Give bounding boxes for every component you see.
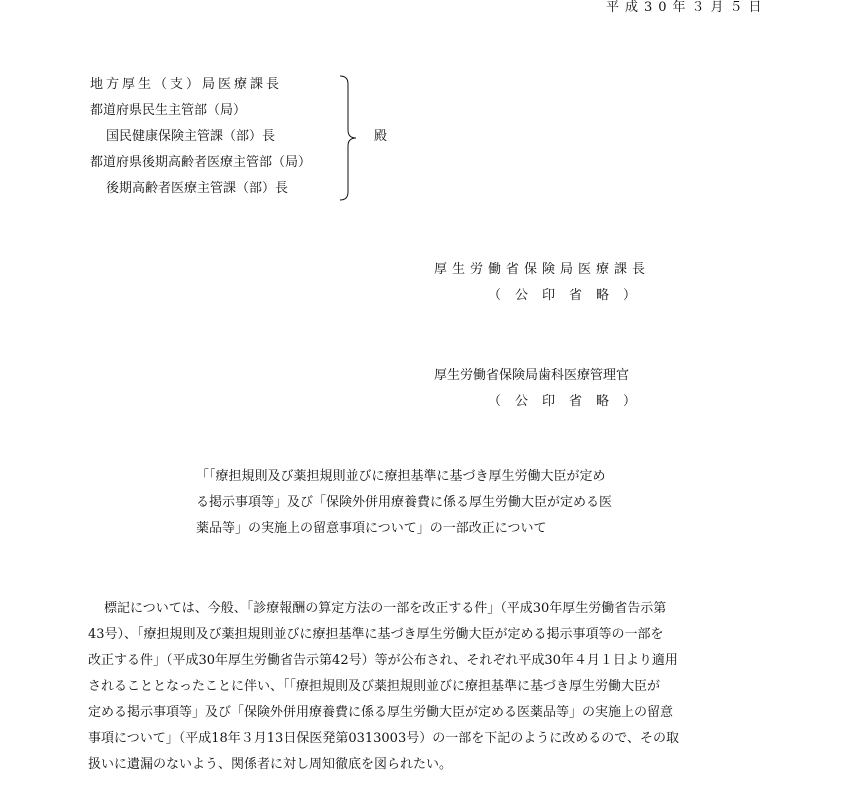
body-line: されることとなったことに伴い、「「療担規則及び薬担規則並びに療担基準に基づき厚生労働大臣が	[88, 679, 661, 694]
addressee-line: 都道府県後期高齢者医療主管部（局）	[90, 155, 312, 170]
subject-line: る掲示事項等」及び「保険外併用療養費に係る厚生労働大臣が定める医	[196, 495, 613, 510]
addressee-line: 都道府県民生主管部（局）	[90, 103, 247, 118]
sender-title: 厚生労働省保険局歯科医療管理官	[434, 368, 630, 383]
subject-line: 薬品等」の実施上の留意事項について」の一部改正について	[196, 521, 547, 536]
addressee-line: 地方厚生（支）局医療課長	[90, 77, 283, 92]
seal-omitted-note: （公印省略）	[488, 394, 651, 409]
addressee-line: 国民健康保険主管課（部）長	[106, 129, 276, 144]
subject-line: 「「療担規則及び薬担規則並びに療担基準に基づき厚生労働大臣が定め	[196, 469, 606, 484]
addressee-line: 後期高齢者医療主管課（部）長	[106, 181, 289, 196]
body-line: 定める掲示事項等」及び「保険外併用療養費に係る厚生労働大臣が定める医薬品等」の実施上の留意	[88, 705, 674, 720]
body-line: 43号）、「療担規則及び薬担規則並びに療担基準に基づき厚生労働大臣が定める掲示事項等の一部を	[88, 627, 664, 642]
body-line: 標記については、今般、「診療報酬の算定方法の一部を改正する件」（平成30年厚生労働省告示第	[104, 601, 667, 616]
seal-omitted-note: （公印省略）	[488, 288, 651, 303]
body-line: 扱いに遺漏のないよう、関係者に対し周知徹底を図られたい。	[88, 757, 453, 772]
body-line: 事項について」（平成18年３月13日保医発第0313003号）の一部を下記のように改めるので、その取	[88, 731, 679, 746]
honorific: 殿	[374, 129, 388, 144]
right-brace	[338, 74, 368, 202]
body-line: 改正する件」（平成30年厚生労働省告示第42号）等が公布され、それぞれ平成30年４月１日より適用	[88, 653, 678, 668]
issue-date: 平成30年３月５日	[606, 0, 768, 15]
sender-title: 厚生労働省保険局医療課長	[434, 262, 651, 277]
